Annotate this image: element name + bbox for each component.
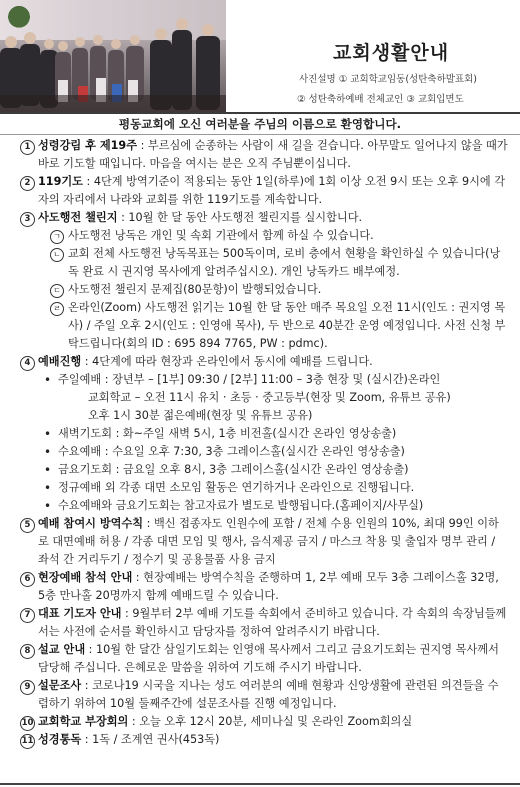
- announcement-item: [0, 677, 520, 713]
- item-label: 성령강림 후 제19주: [38, 139, 138, 152]
- item-number: 8: [20, 641, 35, 659]
- subitem-marker: ㄷ: [50, 281, 64, 299]
- item-text: : 현장예배는 방역수칙을 준행하며 1, 2부 예배 모두 3층 그레이스홀 32명, 5층 만나홀 20명까지 함께 예배드릴 수 있습니다.: [38, 571, 499, 602]
- subitem-text: 교회 전체 사도행전 낭독목표는 500독이며, 로비 층에서 현황을 확인하실 수 있습니다(낭독 완료 시 권지영 목사에게 알려주십시오). 개인 낭독카드 배부예정.: [68, 247, 501, 278]
- worship-bullet: • 새벽기도회 : 화~주일 새벽 5시, 1층 비전홀(실시간 온라인 영상송출): [44, 427, 397, 441]
- item-number: 10: [20, 713, 35, 731]
- page-title: 교회생활안내: [333, 42, 450, 64]
- worship-bullet: • 금요기도회 : 금요일 오후 8시, 3층 그레이스홀(실시간 온라인 영상송출): [44, 463, 409, 477]
- announcement-item: [0, 515, 520, 569]
- item-label: 대표 기도자 안내: [38, 607, 122, 620]
- worship-bullet: • 수요예배와 금요기도회는 참고자료가 별도로 발행됩니다.(홈페이지/사무실): [44, 499, 424, 513]
- worship-line: 정규예배 외 각종 대면 소모임 활동은 연기하거나 온라인으로 진행됩니다.: [58, 481, 415, 494]
- worship-line: 수요예배와 금요기도회는 참고자료가 별도로 발행됩니다.(홈페이지/사무실): [58, 499, 424, 512]
- item-number: 5: [20, 515, 35, 533]
- item-number: 4: [20, 353, 35, 371]
- subitem-text: 온라인(Zoom) 사도행전 읽기는 10월 한 달 동안 매주 목요일 오전 11시(인도 : 권지영 목사) / 주일 오후 2시(인도 : 인영애 목사), 두 반으로 40분간 운영 예정입니다. 사전 신청 부탁드립니다(회의 ID : 695 894 7765, PW : pdmc).: [68, 301, 506, 350]
- challenge-subitem: [50, 245, 508, 281]
- announcement-item: [0, 353, 520, 515]
- item-text: : 부르심에 순종하는 사람이 새 길을 걷습니다. 아무말도 일어나지 않을 때가 바로 기도할 때입니다. 마음을 여시는 분은 오직 주님뿐이십니다.: [38, 139, 508, 170]
- subitem-text: 사도행전 챌린지 문제집(80문항)이 발행되었습니다.: [68, 283, 322, 296]
- item-text: : 코로나19 시국을 지나는 성도 여러분의 예배 현황과 신앙생활에 관련된 의견들을 수렴하기 위하여 10월 둘째주간에 설문조사를 진행 예정입니다.: [38, 679, 499, 710]
- worship-main: 주일예배 : 장년부 – [1부] 09:30 / [2부] 11:00 – 3층 현장 및 (실시간)온라인: [58, 373, 441, 386]
- item-number: 3: [20, 209, 35, 227]
- photo-floor: [0, 95, 226, 113]
- item-number: 7: [20, 605, 35, 623]
- challenge-subitem: [50, 299, 508, 353]
- item-label: 성경통독: [38, 733, 82, 746]
- item-label: 예배진행: [38, 355, 82, 368]
- item-number: 9: [20, 677, 35, 695]
- item-number: 11: [20, 731, 35, 749]
- item-label: 예배 참여시 방역수칙: [38, 517, 144, 530]
- welcome-message: 평동교회에 오신 여러분을 주님의 이름으로 환영합니다.: [118, 117, 402, 131]
- item-label: 교회학교 부장회의: [38, 715, 129, 728]
- photo-caption-2: ② 성탄축하예배 전체교인 ③ 교회입면도: [297, 94, 464, 105]
- footer-divider: [0, 783, 520, 785]
- item-label: 설교 안내: [38, 643, 86, 656]
- header: [0, 0, 520, 113]
- subitem-text: 사도행전 낭독은 개인 및 속회 기관에서 함께 하실 수 있습니다.: [68, 229, 374, 242]
- challenge-subitem: [50, 227, 508, 245]
- item-number: 6: [20, 569, 35, 587]
- subitem-marker: ㄱ: [50, 227, 64, 245]
- item-text: : 9월부터 2부 예배 기도를 속회에서 준비하고 있습니다. 각 속회의 속장님들께서는 사전에 순서를 확인하시고 담당자를 정하여 알려주시기 바랍니다.: [38, 607, 507, 638]
- worship-line: 새벽기도회 : 화~주일 새벽 5시, 1층 비전홀(실시간 온라인 영상송출): [58, 427, 397, 440]
- worship-line: 교회학교 – 오전 11시 유치 · 초등 · 중고등부(현장 및 Zoom, 유튜브 공유): [88, 391, 451, 404]
- worship-bullet: • 수요예배 : 수요일 오후 7:30, 3층 그레이스홀(실시간 온라인 영상송출): [44, 445, 405, 459]
- announcement-item: [0, 713, 520, 731]
- worship-line: 수요예배 : 수요일 오후 7:30, 3층 그레이스홀(실시간 온라인 영상송출): [58, 445, 405, 458]
- item-text: : 4단계에 따라 현장과 온라인에서 동시에 예배를 드립니다.: [81, 355, 373, 368]
- item-text: : 1독 / 조계연 권사(453독): [81, 733, 220, 746]
- item-text: : 오늘 오후 12시 20분, 세미나실 및 온라인 Zoom회의실: [128, 715, 413, 728]
- item-label: 현장예배 참석 안내: [38, 571, 133, 584]
- item-text: : 4단계 방역기준이 적용되는 동안 1일(하루)에 1회 이상 오전 9시 또는 오후 9시에 각자의 자리에서 나라와 교회를 위한 119기도를 계속합니다.: [38, 175, 506, 206]
- item-number: 1: [20, 137, 35, 155]
- photo-caption-1: 사진설명 ① 교회학교임동(성탄축하발표회): [299, 74, 477, 85]
- item-label: 설문조사: [38, 679, 82, 692]
- item-label: 사도행전 챌린지: [38, 211, 118, 224]
- announcements: [0, 137, 520, 749]
- announcement-item: [0, 605, 520, 641]
- item-number: 2: [20, 173, 35, 191]
- item-text: : 백신 접종자도 인원수에 포함 / 전체 수용 인원의 10%, 최대 99인 이하로 대면예배 허용 / 각종 대면 모임 및 행사, 음식제공 금지 / 마스크 착용 및 출입자 명부 관리 / 좌석 간 거리두기 / 정수기 및 공용물품 사용 금지: [38, 517, 499, 566]
- announcement-item: [0, 137, 520, 173]
- header-divider: [0, 112, 520, 114]
- announcement-item: [0, 731, 520, 749]
- subitem-marker: ㄹ: [50, 299, 64, 317]
- item-text: : 10월 한 달 동안 사도행전 챌린지를 실시합니다.: [117, 211, 363, 224]
- worship-bullet: [44, 371, 508, 425]
- worship-line: 오후 1시 30분 젊은예배(현장 및 유튜브 공유): [88, 409, 313, 422]
- item-label: 119기도: [38, 175, 83, 188]
- welcome-divider: [0, 134, 520, 135]
- bullet-dot: •: [44, 373, 52, 387]
- announcement-item: [0, 209, 520, 353]
- challenge-subitem: [50, 281, 508, 299]
- announcement-item: [0, 173, 520, 209]
- worship-bullet: • 정규예배 외 각종 대면 소모임 활동은 연기하거나 온라인으로 진행됩니다.: [44, 481, 415, 495]
- worship-line: 금요기도회 : 금요일 오후 8시, 3층 그레이스홀(실시간 온라인 영상송출): [58, 463, 409, 476]
- church-photo: [0, 0, 226, 113]
- announcement-item: [0, 569, 520, 605]
- subitem-marker: ㄴ: [50, 245, 64, 263]
- item-text: : 10월 한 달간 삼일기도회는 인영애 목사께서 그리고 금요기도회는 권지영 목사께서 담당해 주십니다. 은혜로운 말씀을 위하여 기도해 주시기 바랍니다.: [38, 643, 499, 674]
- announcement-item: [0, 641, 520, 677]
